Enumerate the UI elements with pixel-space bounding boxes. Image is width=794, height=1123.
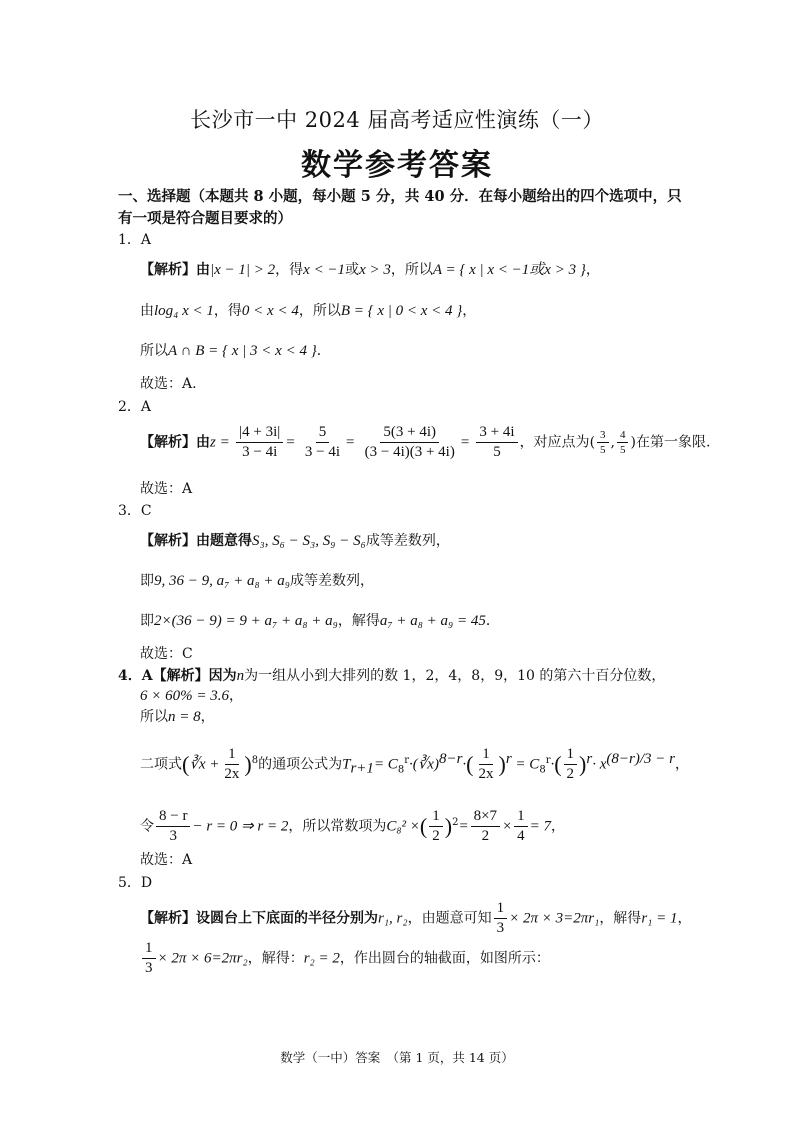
q2-answer: 2．A [118,399,152,415]
q1-answer: 1．A [118,232,152,248]
document-subtitle: 数学参考答案 [301,148,493,183]
q2-line1: 【解析】由z = $\frac{|4 + 3i|}{3 - 4i}$ = $\frac{5}{3 - 4i}$ = $\frac{5(3 + 4i)}{(3 - 4i)(3 + 4i)}$ = $\frac{3 + 4i}{5}$ ，对应点为( $\frac{3}{5}$ , $\frac{4}{5}$ )在第一象限. [140,424,711,460]
q2-frac4: $\frac{3 + 4i}{5}$ [476,424,517,461]
q1-conclusion: 故选：A. [140,376,197,392]
q2-frac3: $\frac{5(3 + 4i)}{(3 - 4i)(3 + 4i)}$ [364,424,455,460]
section-heading: 一、选择题（本题共 8 小题，每小题 5 分，共 40 分．在每小题给出的四个选项中，只有一项是符合题目要求的） [118,188,682,227]
q4-frac-half: $\frac{1}{2}$ [564,746,578,783]
q2-frac1: $\frac{|4 + 3i|}{3 - 4i}$ [236,424,283,461]
q1-line1: 【解析】由|x − 1| > 2，得x < −1或x > 3，所以A = { x | x < −1或x > 3 }， [140,262,600,278]
q3-line2: 即9, 36 − 9, a₇ + a₈ + a₉成等差数列， [140,573,375,589]
q4-constant-line: 令 $\frac{8 - r}{3}$ − r = 0 ⇒ r = 2，所以常数项为C₈² ×( $\frac{1}{2}$ )$^2$= $\frac{8\times 7}{2}$ × $\frac{1}{4}$ = 7， [140,808,566,844]
q2-conclusion: 故选：A [140,481,193,497]
q5-line2: $\frac{1}{3}$ × 2π × 6=2πr₂，解得：r₂ = 2，作出圆台的轴截面，如图所示： [140,940,550,977]
q2-frac2: $\frac{5}{3 - 4i}$ [304,424,341,460]
q2-point-x: $\frac{3}{5}$ [597,429,609,456]
page-footer: 数学（一中）答案 （第 1 页，共 14 页） [280,1050,514,1065]
q4-binomial-line: 二项式(∛x + $\frac{1}{2x}$ )$^8$的通项公式为$T_{r+1}=$ $C_8^r\cdot(∛x)^{8-r}\cdot$( $\frac{1}{2x}$ )$^r = C_8^r\cdot$( $\frac{1}{2}$ )$^r\cdot x^{(8-r)/3 - r}$， [140,746,689,782]
q4-line1: 4．A【解析】因为n为一组从小到大排列的数 1，2，4，8，9，10 的第六十百分位数， [118,668,666,684]
q3-line1: 【解析】由题意得S₃, S₆ − S₃, S₉ − S₆成等差数列， [140,533,450,549]
q3-answer: 3．C [118,503,152,519]
q4-frac-8-r-3: $\frac{8 - r}{3}$ [156,808,190,845]
q5-line1: 【解析】设圆台上下底面的半径分别为r₁, r₂，由题意可知 $\frac{1}{3}$ × 2π × 3=2πr₁，解得r₁ = 1， [140,900,692,936]
q4-line3: 所以n = 8， [140,709,215,725]
q4-frac-1-2x-b: $\frac{1}{2x}$ [478,746,494,782]
q5-frac-1-3-b: $\frac{1}{3}$ [142,940,156,977]
q4-line2: 6 × 60% = 3.6， [140,688,243,704]
q4-frac-half-b: $\frac{1}{2}$ [429,808,443,845]
q4-frac-8x7-2: $\frac{8\times 7}{2}$ [471,808,500,845]
q3-conclusion: 故选：C [140,646,193,662]
q1-line2: 由log₄ x < 1，得0 < x < 4，所以B = { x | 0 < x < 4 }， [140,303,477,319]
q2-point-y: $\frac{4}{5}$ [617,429,629,456]
q3-line3: 即2×(36 − 9) = 9 + a₇ + a₈ + a₉，解得a₇ + a₈ + a₉ = 45． [140,613,500,629]
q5-frac-1-3: $\frac{1}{3}$ [494,900,508,937]
q4-frac-1-2x: $\frac{1}{2x}$ [224,746,240,782]
q5-answer: 5．D [118,875,153,891]
q4-frac-1-4: $\frac{1}{4}$ [514,808,528,845]
document-title: 长沙市一中 2024 届高考适应性演练（一） [190,108,604,132]
q1-line3: 所以A ∩ B = { x | 3 < x < 4 }． [140,343,331,359]
q4-conclusion: 故选：A [140,852,193,868]
